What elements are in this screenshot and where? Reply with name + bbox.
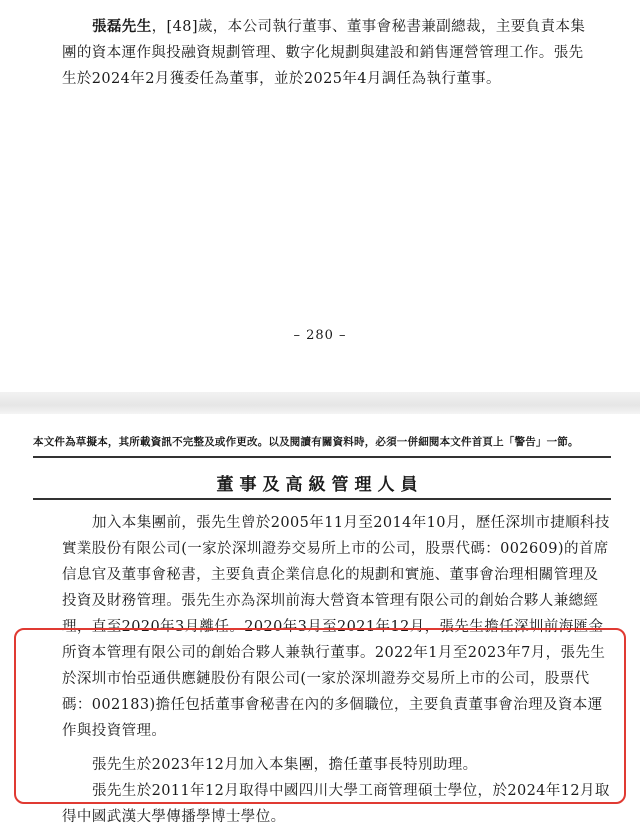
document-page-lower bbox=[0, 414, 640, 834]
page-separator bbox=[0, 392, 640, 414]
header-rule-top bbox=[33, 456, 611, 458]
header-rule-bottom bbox=[33, 498, 611, 500]
education-paragraph: 張先生於2011年12月取得中國四川大學工商管理碩士學位，於2024年12月取得中國武漢大學傳播學博士學位。 bbox=[62, 783, 610, 825]
director-name: 張磊先生 bbox=[92, 18, 152, 35]
career-text-highlighted: 夥人兼執行董事。2022年1月至2023年7月，張先生於深圳市怡亞通供應鏈股份有限公司(一家於深圳證券交易所上市的公司，股票代碼：002183)擔任包括董事會秘書在內的多個職位，主要負責董事會治理及資本運作與投資管理。 bbox=[62, 645, 606, 739]
page-number: – 280 – bbox=[293, 328, 347, 343]
section-title: 董事及高級管理人員 bbox=[216, 475, 424, 495]
director-bio-text: ，[48]歲，本公司執行董事、董事會秘書兼副總裁，主要負責本集團的資本運作與投融資規劃管理、數字化規劃與建設和銷售運營管理工作。張先生於2024年2月獲委任為董事，並於2025年4月調任為執行董事。 bbox=[62, 19, 586, 87]
document-page-upper bbox=[0, 0, 640, 392]
director-bio-paragraph bbox=[62, 14, 592, 92]
join-group-paragraph: 張先生於2023年12月加入本集團，擔任董事長特別助理。 bbox=[92, 757, 478, 773]
draft-disclaimer: 本文件為草擬本，其所載資訊不完整及或作更改。以及閱讀有關資料時，必須一併細閱本文件首頁上「警告」一節。 bbox=[33, 436, 579, 448]
career-text-before: 加入本集團前，張先生曾於2005年11月至2014年10月，歷任深圳市捷順科技實業股份有限公司(一家於深圳證券交易所上市的公司，股票代碼：002609)的首席信息官及董事會秘書，主要負責企業信息化的規劃和實施、董事會治理相關管理及投資及財務管理。張先生亦為深圳前海大營資本管理有限公司的創始合夥人兼總經理，直至2020年3月離任。2020年3月至2021年12月，張先生擔任深圳前海匯金所資本管理有限公司的創始合 bbox=[62, 515, 610, 661]
